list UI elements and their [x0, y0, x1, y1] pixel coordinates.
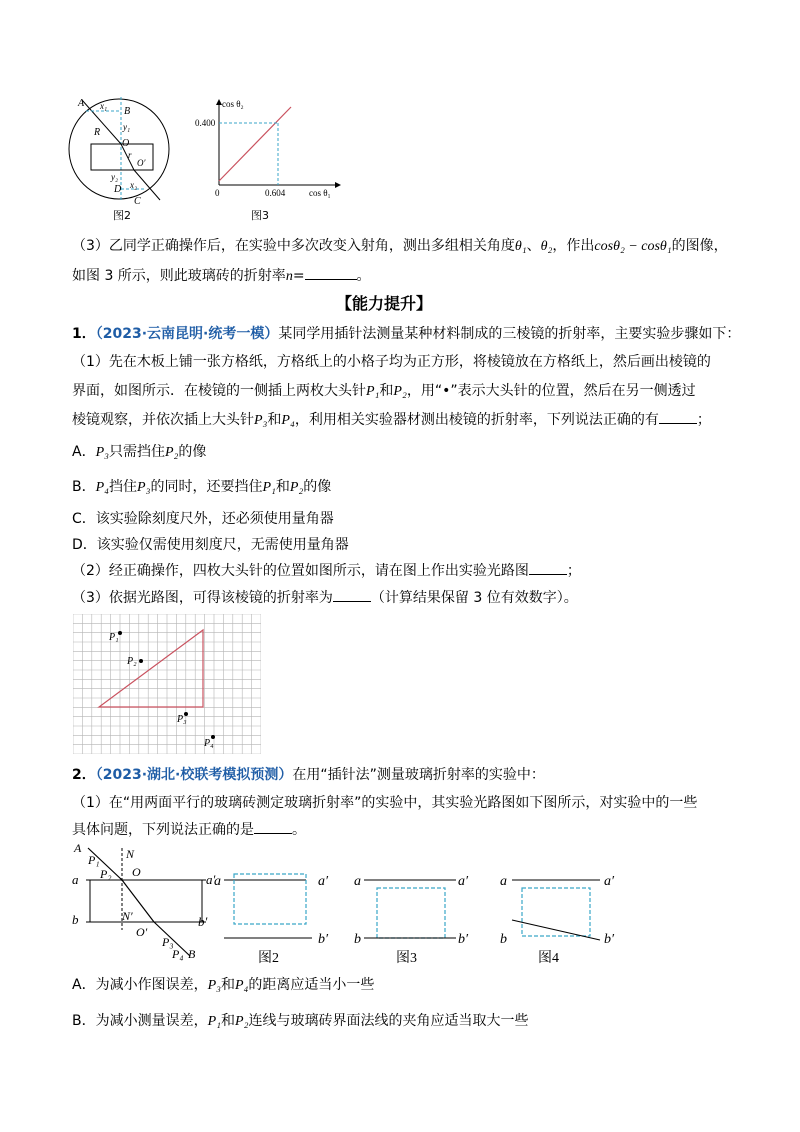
fig3b-label-b: b	[354, 932, 361, 947]
gb-label-O: O	[132, 865, 141, 879]
fig4b-label-a: a	[500, 874, 507, 889]
fig3-caption: 图3	[251, 209, 269, 222]
grid-label-P2: P₂	[127, 656, 137, 667]
figure-2-circle	[64, 94, 174, 206]
fig2-label-A: A	[78, 98, 85, 109]
fig2-label-B: B	[124, 106, 131, 117]
gb-label-P3: P₃	[162, 935, 174, 949]
fig2-caption: 图2	[113, 209, 131, 222]
p1-option-b[interactable]: B．P₄挡住P₃的同时，还要挡住P₁和P₂的像	[72, 479, 332, 495]
fig2-label-C: C	[134, 196, 141, 206]
p1-option-d[interactable]: D．该实验仅需使用刻度尺，无需使用量角器	[72, 537, 349, 553]
fig4b-caption: 图4	[538, 951, 559, 965]
p1-line-2: 界面，如图所示．在棱镜的一侧插上两枚大头针P₁和P₂，用“•”表示大头针的位置，然后在另一侧透过	[72, 383, 696, 399]
section-title: 【能力提升】	[336, 294, 433, 313]
fig2-label-O: O	[122, 138, 130, 149]
fig2-label-y2: y₂	[111, 172, 119, 182]
q3-line-1: （3）乙同学正确操作后，在实验中多次改变入射角，测出多组相关角度θ₁、θ₂，作出cosθ₂ − cosθ₁的图像，	[72, 238, 728, 254]
fig3b-caption: 图3	[396, 951, 417, 965]
gb-label-Nprime: N′	[122, 909, 133, 923]
gb-label-P1: P₁	[88, 853, 100, 867]
p1-line-1: （1）先在木板上铺一张方格纸，方格纸上的小格子均为正方形，将棱镜放在方格纸上，然后画出棱镜的	[72, 354, 711, 370]
p1-intro: 1．（2023·云南昆明·统考一模）某同学用插针法测量某种材料制成的三棱镜的折射率，主要实验步骤如下：	[72, 326, 741, 342]
fig4b-label-bprime: b′	[604, 932, 615, 947]
fig2-label-Oprime: O′	[137, 158, 146, 168]
gb-label-b: b	[72, 912, 79, 927]
fig3b-label-bprime: b′	[458, 932, 469, 947]
p1-q3: （3）依据光路图，可得该棱镜的折射率为 （计算结果保留 3 位有效数字）。	[72, 590, 578, 606]
p1-q2: （2）经正确操作，四枚大头针的位置如图所示，请在图上作出实验光路图 ；	[72, 563, 581, 579]
p2-line-2: 具体问题，下列说法正确的是 。	[72, 822, 306, 838]
p2-option-b[interactable]: B．为减小测量误差，P₁和P₂连线与玻璃砖界面法线的夹角应适当取大一些	[72, 1013, 529, 1029]
fig2b-label-bprime: b′	[318, 932, 329, 947]
q3-line-2: 如图 3 所示，则此玻璃砖的折射率n= 。	[72, 268, 371, 284]
p2-intro: 2．（2023·湖北·校联考模拟预测）在用“插针法”测量玻璃折射率的实验中：	[72, 767, 545, 783]
fig2b-label-aprime: a′	[318, 874, 329, 889]
p1-line-3: 棱镜观察，并依次插上大头针P₃和P₄，利用相关实验器材测出棱镜的折射率，下列说法正确的有 ；	[72, 412, 711, 428]
fig2-label-x2: x₂	[130, 180, 138, 190]
fig2b-caption: 图2	[258, 951, 279, 965]
fig3-x-axis-label: cos θ₁	[309, 188, 331, 198]
gb-label-Oprime: O′	[136, 925, 148, 939]
answer-blank-p1-2[interactable]	[529, 574, 567, 575]
gb-label-B: B	[188, 947, 196, 961]
gb-label-A: A	[74, 841, 82, 855]
gb-label-P2: P₂	[100, 867, 112, 881]
p2-line-1: （1）在“用两面平行的玻璃砖测定玻璃折射率”的实验中，其实验光路图如下图所示，对实验中的一些	[72, 795, 698, 811]
fig4b-label-b: b	[500, 932, 507, 947]
answer-blank-n[interactable]	[305, 279, 357, 280]
fig3-y-axis-label: cos θ₂	[222, 99, 244, 109]
fig2-label-D: D	[114, 184, 122, 195]
gb-label-bprime: b′	[198, 914, 208, 929]
fig3-origin: 0	[215, 188, 220, 198]
gb-label-P4: P₄	[172, 947, 184, 961]
grid-label-P3: P₃	[177, 714, 187, 725]
fig2-label-R: R	[94, 127, 101, 138]
p1-option-c[interactable]: C．该实验除刻度尺外，还必须使用量角器	[72, 511, 334, 527]
fig3-y-tick: 0.400	[195, 118, 216, 128]
fig3b-label-a: a	[354, 874, 361, 889]
answer-blank-p1-3[interactable]	[333, 601, 371, 602]
glass-block-figures	[70, 840, 630, 965]
fig4b-label-aprime: a′	[604, 874, 615, 889]
prism-grid-figure	[73, 614, 261, 754]
gb-label-a: a	[72, 872, 79, 887]
fig2b-label-a: a	[214, 874, 221, 889]
fig2-label-r: r	[128, 150, 132, 160]
figure-3-graph	[195, 95, 345, 200]
p1-option-a[interactable]: A．P₃只需挡住P₂的像	[72, 444, 207, 460]
fig3-x-tick: 0.604	[265, 188, 286, 198]
gb-label-aprime: a′	[206, 872, 216, 887]
p2-option-a[interactable]: A．为减小作图误差，P₃和P₄的距离应适当小一些	[72, 977, 375, 993]
grid-label-P4: P₄	[204, 738, 214, 749]
grid-label-P1: P₁	[109, 632, 119, 643]
fig3b-label-aprime: a′	[458, 874, 469, 889]
gb-label-N: N	[126, 847, 135, 861]
fig2-label-y1: y₁	[123, 122, 131, 132]
answer-blank-p2-1[interactable]	[254, 833, 292, 834]
fig2-label-x1: x₁	[100, 101, 108, 111]
answer-blank-p1-1[interactable]	[659, 423, 697, 424]
